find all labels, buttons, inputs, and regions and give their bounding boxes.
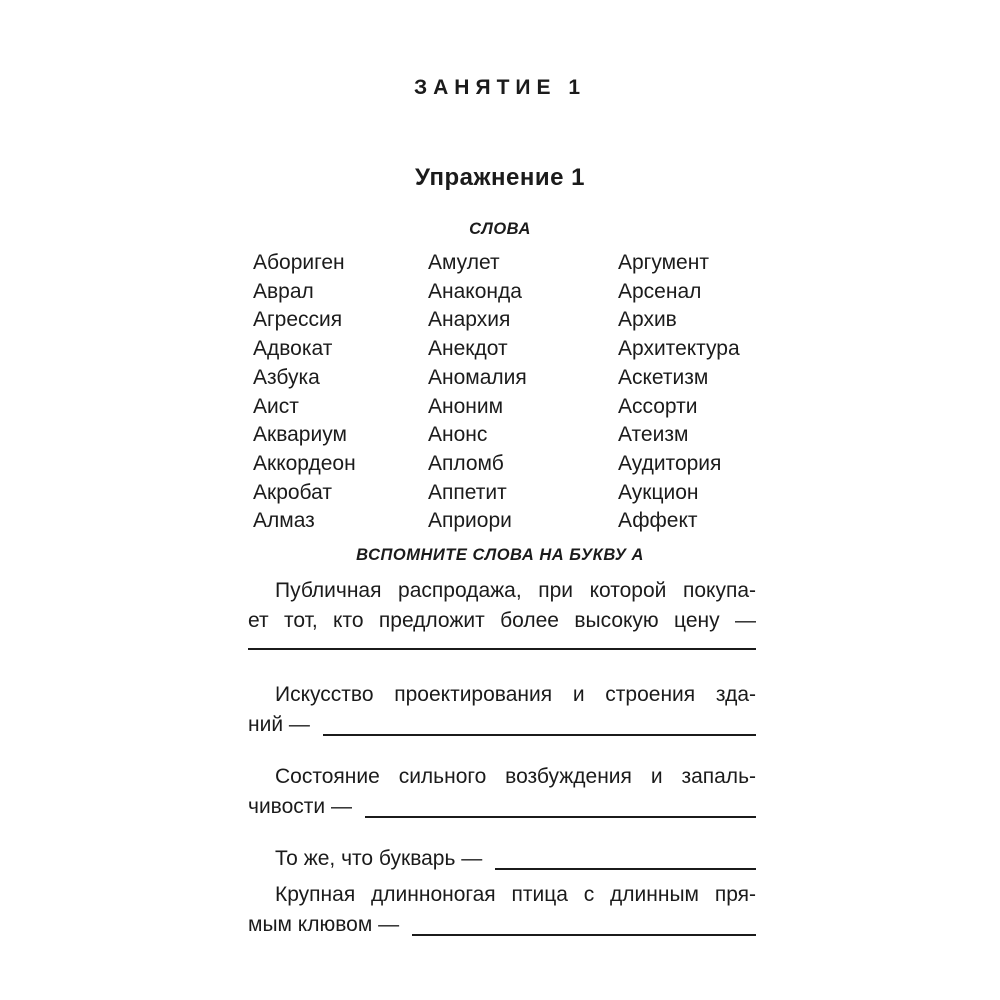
- word-item: Анаконда: [428, 279, 522, 303]
- answer-blank: [365, 792, 756, 818]
- question-text-continuation: чивости —: [248, 795, 352, 818]
- word-item: Аскетизм: [618, 365, 709, 389]
- question-text-line: Искусство проектирования и строения зда-: [275, 683, 756, 706]
- answer-blank: [323, 710, 756, 736]
- word-item: Аист: [253, 394, 299, 418]
- word-column-1: [253, 249, 428, 536]
- word-item: Арсенал: [618, 279, 702, 303]
- answer-blank: [412, 910, 756, 936]
- word-item: Амулет: [428, 251, 500, 274]
- word-item: Аффект: [618, 509, 698, 533]
- word-item: Алмаз: [253, 509, 315, 533]
- word-item: Аукцион: [618, 480, 699, 504]
- question-stork: [248, 880, 756, 940]
- question-text-line: Крупная длинноногая птица с длинным пря-: [275, 883, 756, 906]
- word-list: [253, 249, 758, 536]
- word-item: Анекдот: [428, 337, 508, 361]
- word-item: Абориген: [253, 251, 345, 274]
- word-item: Атеизм: [618, 423, 689, 447]
- question-text-line: [248, 844, 756, 874]
- words-heading: СЛОВА: [469, 220, 531, 238]
- question-text-line: [248, 710, 756, 740]
- word-item: Аккордеон: [253, 451, 356, 475]
- question-affect: [248, 762, 756, 822]
- word-item: Аппетит: [428, 480, 507, 504]
- word-item: Аудитория: [618, 451, 722, 475]
- word-item: Адвокат: [253, 337, 333, 361]
- word-item: Аврал: [253, 279, 314, 303]
- word-column-2: [428, 249, 618, 536]
- word-item: Апломб: [428, 451, 504, 475]
- question-auction: [248, 576, 756, 650]
- question-text: То же, что букварь —: [275, 847, 483, 870]
- word-column-3: [618, 249, 758, 536]
- word-item: Агрессия: [253, 308, 343, 332]
- word-item: Архитектура: [618, 337, 740, 361]
- word-item: Аноним: [428, 394, 504, 418]
- questions-section: [248, 576, 756, 940]
- question-text-continuation: мым клювом —: [248, 913, 400, 936]
- question-text-line: ет тот, кто предложит более высокую цену —: [248, 609, 756, 632]
- question-text-line: [248, 910, 756, 940]
- question-text-line: Публичная распродажа, при которой покупа-: [275, 579, 756, 602]
- word-item: Аномалия: [428, 365, 527, 389]
- word-item: Априори: [428, 509, 512, 533]
- question-text-line: [248, 792, 756, 822]
- question-primer: [248, 844, 756, 874]
- word-item: Аквариум: [253, 423, 347, 447]
- question-architecture: [248, 680, 756, 740]
- exercise-title: Упражнение 1: [415, 164, 585, 191]
- word-item: Ассорти: [618, 394, 698, 418]
- lesson-title: ЗАНЯТИЕ 1: [413, 76, 587, 99]
- word-item: Аргумент: [618, 251, 709, 274]
- question-text-line: Состояние сильного возбуждения и запаль-: [275, 765, 756, 788]
- answer-blank: [495, 844, 756, 870]
- word-item: Анархия: [428, 308, 511, 332]
- recall-words-heading: ВСПОМНИТЕ СЛОВА НА БУКВУ А: [356, 546, 644, 564]
- word-item: Архив: [618, 308, 677, 332]
- word-item: Акробат: [253, 480, 332, 504]
- word-item: Азбука: [253, 365, 320, 389]
- question-text-continuation: ний —: [248, 713, 310, 736]
- word-item: Анонс: [428, 423, 488, 447]
- answer-blank: [248, 648, 756, 650]
